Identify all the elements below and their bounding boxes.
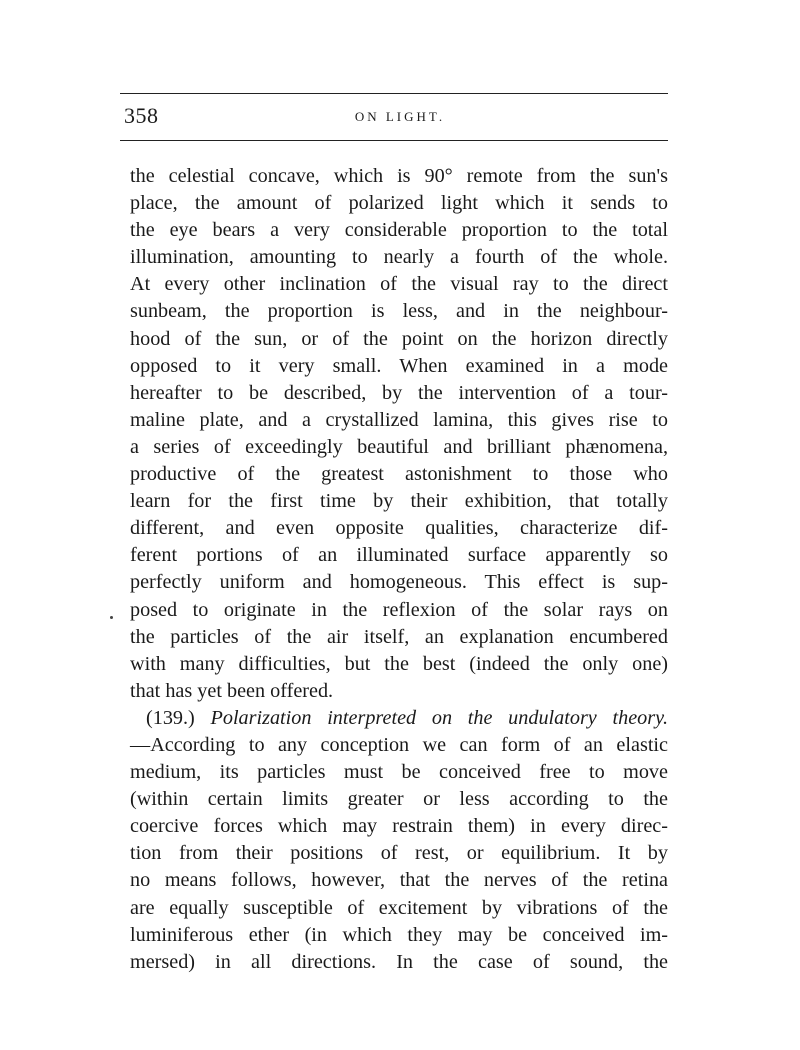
text-line: (within certain limits greater or less according to the <box>130 788 668 811</box>
text-line: no means follows, however, that the nerves of the retina <box>130 869 668 892</box>
text-line: tion from their positions of rest, or equilibrium. It by <box>130 842 668 865</box>
text-line: opposed to it very small. When examined in a mode <box>130 354 668 377</box>
text-line: hereafter to be described, by the intervention of a tour- <box>130 381 668 404</box>
text-line: place, the amount of polarized light which it sends to <box>130 192 668 215</box>
text-line: sunbeam, the proportion is less, and in the neighbour- <box>130 300 668 323</box>
text-line: mersed) in all directions. In the case of sound, the <box>130 950 668 973</box>
paragraph-polarized-sky <box>130 163 668 705</box>
body-text <box>130 163 668 976</box>
header-bottom-rule <box>120 140 668 141</box>
text-line: coercive forces which may restrain them) in every direc- <box>130 815 668 838</box>
text-line: posed to originate in the reflexion of the solar rays on <box>130 598 668 621</box>
text-line: medium, its particles must be conceived free to move <box>130 761 668 784</box>
text-line: learn for the first time by their exhibition, that totally <box>130 490 668 513</box>
text-line: perfectly uniform and homogeneous. This effect is sup- <box>130 571 668 594</box>
text-line: ferent portions of an illuminated surface apparently so <box>130 544 668 567</box>
section-heading-line <box>130 705 668 732</box>
margin-speck <box>110 616 113 619</box>
paragraph-section-139 <box>130 705 668 976</box>
header-top-rule <box>120 93 668 94</box>
text-line: the particles of the air itself, an explanation encumbered <box>130 625 668 648</box>
page-number: 358 <box>124 103 159 128</box>
section-number: (139.) <box>146 706 195 729</box>
text-line: the eye bears a very considerable proportion to the total <box>130 219 668 242</box>
text-line: luminiferous ether (in which they may be conceived im- <box>130 923 668 946</box>
text-line: productive of the greatest astonishment to those who <box>130 463 668 486</box>
text-line: are equally susceptible of excitement by vibrations of the <box>130 896 668 919</box>
running-title: ON LIGHT. <box>354 109 446 124</box>
text-line: At every other inclination of the visual ray to the direct <box>130 273 668 296</box>
text-line: with many difficulties, but the best (indeed the only one) <box>130 652 668 675</box>
text-line: that has yet been offered. <box>130 679 334 702</box>
section-heading: Polarization interpreted on the undulatory theory. <box>210 706 668 729</box>
text-line: illumination, amounting to nearly a fourth of the whole. <box>130 246 668 269</box>
text-line: maline plate, and a crystallized lamina, this gives rise to <box>130 408 668 431</box>
text-line: different, and even opposite qualities, characterize dif- <box>130 517 668 540</box>
text-line: the celestial concave, which is 90° remote from the sun's <box>130 165 668 187</box>
text-line: —According to any conception we can form of an elastic <box>130 733 668 756</box>
text-line: a series of exceedingly beautiful and brilliant phænomena, <box>130 435 668 458</box>
text-line: hood of the sun, or of the point on the horizon directly <box>130 327 668 350</box>
